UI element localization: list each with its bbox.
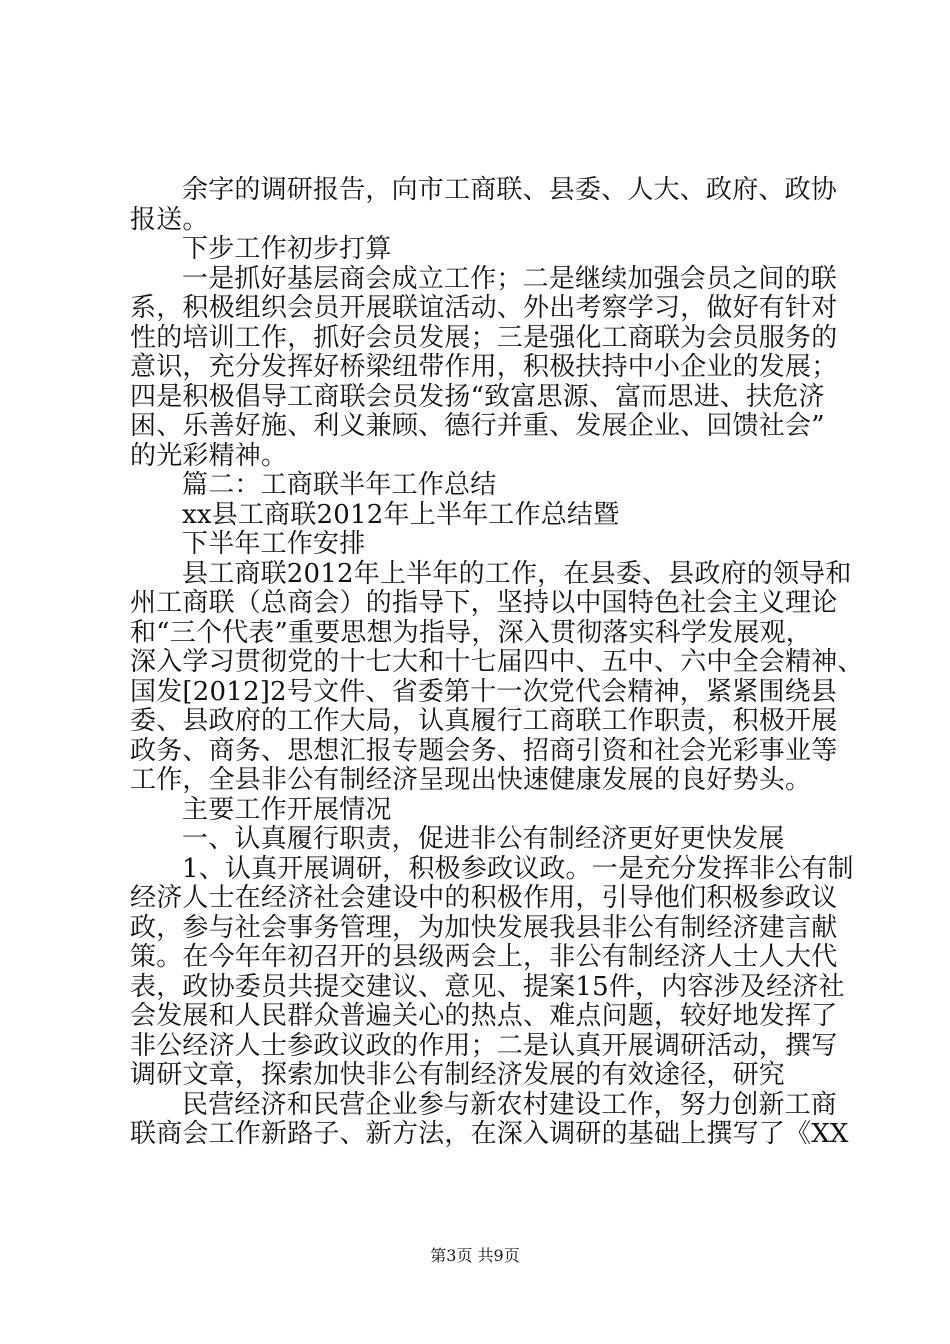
text-line: 联商会工作新路子、新方法，在深入调研的基础上撰写了《XX: [130, 1119, 849, 1149]
page-footer: 第3页 共9页: [430, 1246, 520, 1265]
text-line: 一、认真履行职责，促进非公有制经济更好更快发展: [182, 824, 785, 854]
text-line: 意识，充分发挥好桥梁纽带作用，积极扶持中小企业的发展；: [130, 352, 838, 382]
text-line: 四是积极倡导工商联会员发扬“致富思源、富而思进、扶危济: [130, 381, 825, 412]
text-line: 主要工作开展情况: [182, 794, 392, 825]
text-line: 的光彩精神。: [130, 440, 288, 471]
text-line: 非公经济人士参政议政的作用；二是认真开展调研活动，撰写: [130, 1030, 838, 1061]
text-line: 下半年工作安排: [182, 529, 366, 559]
text-line: 篇二：工商联半年工作总结: [182, 470, 497, 500]
text-line: 报送。: [130, 204, 209, 235]
text-line: 调研文章，探索加快非公有制经济发展的有效途径，研究: [130, 1060, 786, 1090]
text-line: 委、县政府的工作大局，认真履行工商联工作职责，积极开展: [130, 706, 838, 736]
text-line: 会发展和人民群众普遍关心的热点、难点问题，较好地发挥了: [130, 1001, 838, 1031]
text-line: 系，积极组织会员开展联谊活动、外出考察学习，做好有针对: [130, 293, 838, 323]
text-line: 下步工作初步打算: [182, 234, 392, 264]
text-line: 困、乐善好施、利义兼顾、德行并重、发展企业、回馈社会”: [130, 411, 825, 441]
text-line: 和“三个代表”重要思想为指导，深入贯彻落实科学发展观，: [130, 617, 812, 648]
text-line: 民营经济和民营企业参与新农村建设工作，努力创新工商: [182, 1089, 838, 1120]
text-line: 一是抓好基层商会成立工作；二是继续加强会员之间的联: [182, 263, 838, 294]
text-line: 工作，全县非公有制经济呈现出快速健康发展的良好势头。: [130, 765, 812, 795]
text-line: 性的培训工作，抓好会员发展；三是强化工商联为会员服务的: [130, 322, 838, 353]
text-line: 政，参与社会事务管理，为加快发展我县非公有制经济建言献: [130, 912, 838, 943]
document-body: [130, 175, 864, 1150]
text-line: 表，政协委员共提交建议、意见、提案15件，内容涉及经济社: [130, 971, 845, 1002]
text-line: 1、认真开展调研，积极参政议政。一是充分发挥非公有制: [182, 853, 854, 884]
text-line: 国发[2012]2号文件、省委第十一次党代会精神，紧紧围绕县: [130, 676, 837, 707]
text-line: 经济人士在经济社会建设中的积极作用，引导他们积极参政议: [130, 883, 838, 913]
text-line: 县工商联2012年上半年的工作，在县委、县政府的领导和: [182, 558, 852, 589]
text-line: 深入学习贯彻党的十七大和十七届四中、五中、六中全会精神、: [130, 647, 864, 677]
text-line: 余字的调研报告，向市工商联、县委、人大、政府、政协: [182, 175, 838, 205]
text-line: xx县工商联2012年上半年工作总结暨: [182, 499, 620, 530]
text-line: 州工商联（总商会）的指导下，坚持以中国特色社会主义理论: [130, 588, 838, 618]
text-line: 政务、商务、思想汇报专题会务、招商引资和社会光彩事业等: [130, 735, 838, 766]
text-line: 策。在今年年初召开的县级两会上，非公有制经济人士人大代: [130, 942, 838, 972]
